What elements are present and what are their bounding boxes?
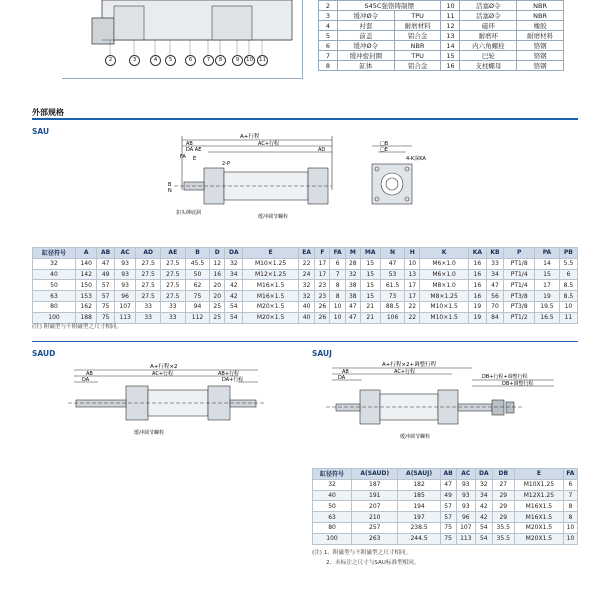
parts-row: 4 衬套 耐磨材料 12 磁环 橡胶 xyxy=(319,21,564,31)
sau-ad: AD xyxy=(318,147,326,153)
table-header-row: 缸径符号 A(SAUD) A(SAUJ) AB AC DA DB E FA xyxy=(313,469,578,480)
sauj-note-2: 2、未标注之尺寸与SAU标准型相同。 xyxy=(326,560,420,566)
table-row: 50 150 57 93 27.5 27.5 62 20 42 M16×1.5 32 23 8 38 15 61.5 17 M8×1.0 16 47 PT1/4 17 8.5 xyxy=(33,280,578,291)
saud-ac-stroke: AC+行程 xyxy=(152,371,174,377)
table-row: 32 187 182 47 93 32 27 M10X1.25 6 xyxy=(313,479,578,490)
top-drawing-frame xyxy=(62,0,303,79)
sauj-cushion: 缓冲调节螺栓 xyxy=(400,434,431,440)
parts-row: 8 缸体 铝合金 16 支柱螺母 铬钢 xyxy=(319,61,564,71)
cylinder-section-drawing xyxy=(62,0,302,78)
saud-cushion: 缓冲调节螺栓 xyxy=(134,430,165,436)
parts-row: 2 S45C强铬铸制镖 10 活塞Ø令 NBR xyxy=(319,1,564,11)
section-rule xyxy=(32,118,578,120)
sauj-note-1: (注) 1、附磁型与不附磁型之尺寸相同。 xyxy=(312,550,412,556)
sauj-ac-stroke: AC+行程 xyxy=(394,369,416,375)
sau-side-view xyxy=(160,130,440,230)
sau-hex: 4-K深KA xyxy=(406,156,426,162)
sau-n: N xyxy=(168,188,172,194)
table-row: 40 191 185 49 93 34 29 M12X1.25 7 xyxy=(313,490,578,501)
sau-tag: SAU xyxy=(32,127,50,136)
table-row: 63 153 57 96 27.5 27.5 75 20 42 M16×1.5 32 23 8 38 15 73 17 M8×1.25 16 56 PT3/8 19 8.5 xyxy=(33,291,578,302)
sauj-drawing xyxy=(322,358,578,458)
sau-da-ae: DA AE xyxy=(186,147,202,153)
parts-row: 6 缓冲Ø令 NBR 14 内六角螺栓 铬钢 xyxy=(319,41,564,51)
callout-6: 6 xyxy=(185,55,196,66)
saud-da: DA xyxy=(82,377,90,383)
sau-spec-table xyxy=(32,247,578,324)
sau-ac-stroke: AC+行程 xyxy=(258,141,280,147)
table-row: 100 188 75 113 33 33 112 25 54 M20×1.5 40 26 10 47 21 106 22 M10×1.5 19 84 PT1/2 16.5 11 xyxy=(33,312,578,323)
parts-row: 3 缓冲Ø令 TPU 11 活塞Ø令 NBR xyxy=(319,11,564,21)
sau-b: B xyxy=(168,182,172,188)
saud-tag: SAUD xyxy=(32,349,56,358)
table-row: 50 207 194 57 93 42 29 M16X1.5 8 xyxy=(313,501,578,512)
saud-drawing xyxy=(68,358,268,440)
sau-p: 2-P xyxy=(222,161,231,167)
sau-square-e: □E xyxy=(380,147,388,153)
sau-square-b: □B xyxy=(380,141,389,147)
callout-8: 8 xyxy=(215,55,226,66)
sau-wrench: 扣头缚底洞 xyxy=(176,210,202,216)
table-row: 63 210 197 57 96 42 29 M16X1.5 8 xyxy=(313,512,578,523)
sau-e: E xyxy=(193,156,197,162)
sauj-da: DA xyxy=(338,375,346,381)
sau-ab: AB xyxy=(186,141,193,147)
sauj-db-adj: DB+调整行程 xyxy=(502,381,534,387)
parts-row: 5 前盖 铝合金 13 耐磨环 耐磨材料 xyxy=(319,31,564,41)
table-header-row: 缸径符号 A AB AC AD AE B D DA E EA F FA M MA N H K KA KB P PA PB xyxy=(33,248,578,259)
callout-3: 3 xyxy=(129,55,140,66)
table-row: 80 257 238.5 75 107 54 35.5 M20X1.5 10 xyxy=(313,522,578,533)
sauj-spec-table xyxy=(312,468,578,545)
saud-da-stroke: DA+行程 xyxy=(222,377,244,383)
table-row: 100 263 244.5 75 113 54 35.5 M20X1.5 10 xyxy=(313,533,578,544)
sau-fa: FA xyxy=(180,154,186,160)
callout-11: 11 xyxy=(257,55,268,66)
sau-cushion: 缓冲调节螺栓 xyxy=(258,214,289,220)
parts-table xyxy=(318,0,564,71)
callout-7: 7 xyxy=(203,55,214,66)
saud-ab: AB xyxy=(86,371,93,377)
saud-ab-stroke: AB+行程 xyxy=(218,371,240,377)
sau-note: (注) 附磁型与不附磁型之尺寸相同。 xyxy=(32,324,123,330)
sauj-db-stroke: DB+行程+调整行程 xyxy=(482,374,528,380)
sau-a-stroke: A+行程 xyxy=(240,134,260,140)
section-title: 外部规格 xyxy=(32,108,64,117)
sauj-ab: AB xyxy=(342,369,349,375)
table-row: 32 140 47 93 27.5 27.5 45.5 12 32 M10×1.25 22 17 6 28 15 47 10 M6×1.0 16 33 PT1/8 14 5.5 xyxy=(33,258,578,269)
sauj-a-top: A+行程×2+调整行程 xyxy=(382,362,437,368)
parts-row: 7 缓冲密封圈 TPU 15 巴轮 铬钢 xyxy=(319,51,564,61)
divider xyxy=(32,341,578,342)
callout-5: 5 xyxy=(165,55,176,66)
callout-2: 2 xyxy=(105,55,116,66)
callout-9: 9 xyxy=(232,55,243,66)
callout-10: 10 xyxy=(244,55,255,66)
sauj-tag: SAUJ xyxy=(312,349,332,358)
table-row: 80 162 75 107 33 33 94 25 54 M20×1.5 40 26 10 47 21 88.5 22 M10×1.5 19 70 PT3/8 19.5 10 xyxy=(33,301,578,312)
saud-a-stroke2: A+行程×2 xyxy=(150,364,178,370)
callout-4: 4 xyxy=(150,55,161,66)
table-row: 40 142 49 93 27.5 27.5 50 16 34 M12×1.25 24 17 7 32 15 53 13 M6×1.0 16 34 PT1/4 15 6 xyxy=(33,269,578,280)
